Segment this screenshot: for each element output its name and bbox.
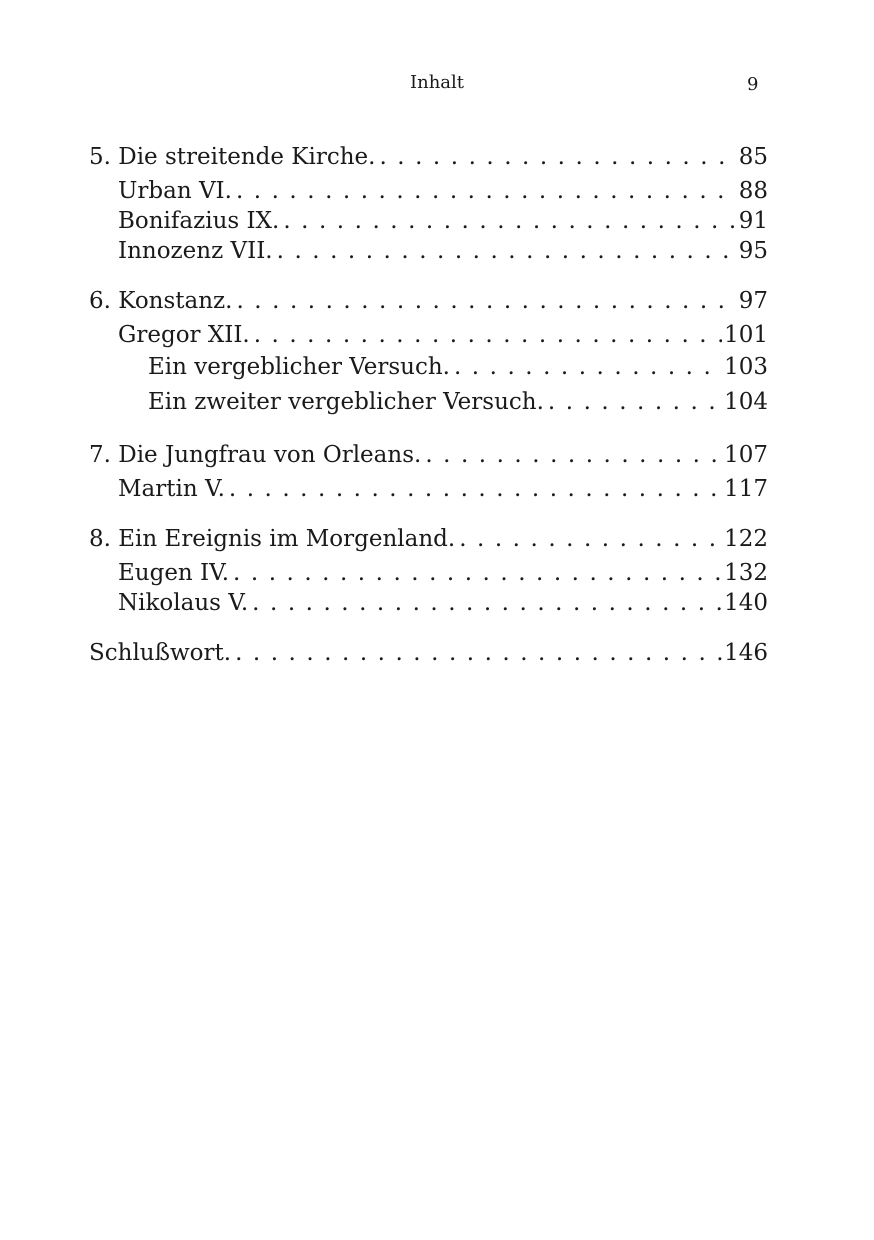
- toc-entry-page: 107: [724, 442, 768, 468]
- dot-leader: [235, 638, 722, 668]
- toc-entry-page: 122: [724, 526, 768, 552]
- toc-entry-label: Martin V.: [118, 476, 225, 502]
- running-head: [0, 72, 874, 96]
- toc-section-8: [89, 524, 768, 618]
- toc-entry-page: 95: [738, 238, 768, 264]
- dot-leader: [425, 440, 722, 470]
- dot-leader: [236, 176, 737, 206]
- toc-entry-chapter-5: [89, 142, 768, 176]
- toc-entry-page: 101: [724, 322, 768, 348]
- dot-leader: [229, 474, 722, 504]
- dot-leader: [233, 558, 722, 588]
- toc-entry-label: Bonifazius IX.: [118, 208, 280, 234]
- toc-entry-schlusswort: [89, 638, 768, 672]
- toc-section-6: [89, 286, 768, 420]
- dot-leader: [236, 286, 736, 316]
- toc-entry-page: 85: [738, 144, 768, 170]
- toc-entry-page: 88: [738, 178, 768, 204]
- toc-entry-page: 140: [724, 590, 768, 616]
- dot-leader: [459, 524, 722, 554]
- dot-leader: [283, 206, 736, 236]
- toc-entry-innozenz-vii: [89, 236, 768, 266]
- toc-entry-label: 6. Konstanz.: [89, 288, 233, 314]
- toc-entry-eugen-iv: [89, 558, 768, 588]
- toc-entry-page: 104: [724, 389, 768, 415]
- toc-entry-label: Urban VI.: [118, 178, 232, 204]
- toc-entry-label: 5. Die streitende Kirche.: [89, 144, 376, 170]
- toc-entry-label: 8. Ein Ereignis im Morgenland.: [89, 526, 456, 552]
- toc-entry-page: 97: [738, 288, 768, 314]
- toc-entry-nikolaus-v: [89, 588, 768, 618]
- toc-entry-label: Innozenz VII.: [118, 238, 273, 264]
- toc-entry-page: 117: [724, 476, 768, 502]
- toc-entry-label: 7. Die Jungfrau von Orleans.: [89, 442, 422, 468]
- toc-entry-label: Schlußwort.: [89, 640, 232, 666]
- toc-entry-chapter-7: [89, 440, 768, 474]
- toc-section-epilogue: [89, 638, 768, 672]
- running-head-title: Inhalt: [409, 72, 465, 93]
- toc-entry-chapter-6: [89, 286, 768, 320]
- page-number: 9: [747, 74, 759, 95]
- toc-entry-urban-vi: [89, 176, 768, 206]
- toc-entry-label: Ein vergeblicher Versuch.: [148, 354, 450, 380]
- dot-leader: [548, 385, 722, 420]
- dot-leader: [454, 350, 722, 385]
- dot-leader: [379, 142, 736, 172]
- toc-entry-gregor-xii: [89, 320, 768, 350]
- toc-entry-chapter-8: [89, 524, 768, 558]
- toc-entry-martin-v: [89, 474, 768, 504]
- toc-section-5: [89, 142, 768, 266]
- dot-leader: [252, 588, 722, 618]
- toc-entry-bonifazius-ix: [89, 206, 768, 236]
- toc-entry-page: 103: [724, 354, 768, 380]
- toc-entry-label: Eugen IV.: [118, 560, 230, 586]
- toc-entry-vergeblicher-versuch: [89, 350, 768, 385]
- toc-entry-page: 146: [724, 640, 768, 666]
- table-of-contents: [89, 142, 768, 692]
- dot-leader: [277, 236, 737, 266]
- toc-entry-page: 132: [724, 560, 768, 586]
- toc-entry-label: Ein zweiter vergeblicher Versuch.: [148, 389, 544, 415]
- toc-entry-label: Gregor XII.: [118, 322, 250, 348]
- toc-entry-zweiter-versuch: [89, 385, 768, 420]
- toc-section-7: [89, 440, 768, 504]
- toc-entry-page: 91: [738, 208, 768, 234]
- dot-leader: [254, 320, 722, 350]
- toc-entry-label: Nikolaus V.: [118, 590, 249, 616]
